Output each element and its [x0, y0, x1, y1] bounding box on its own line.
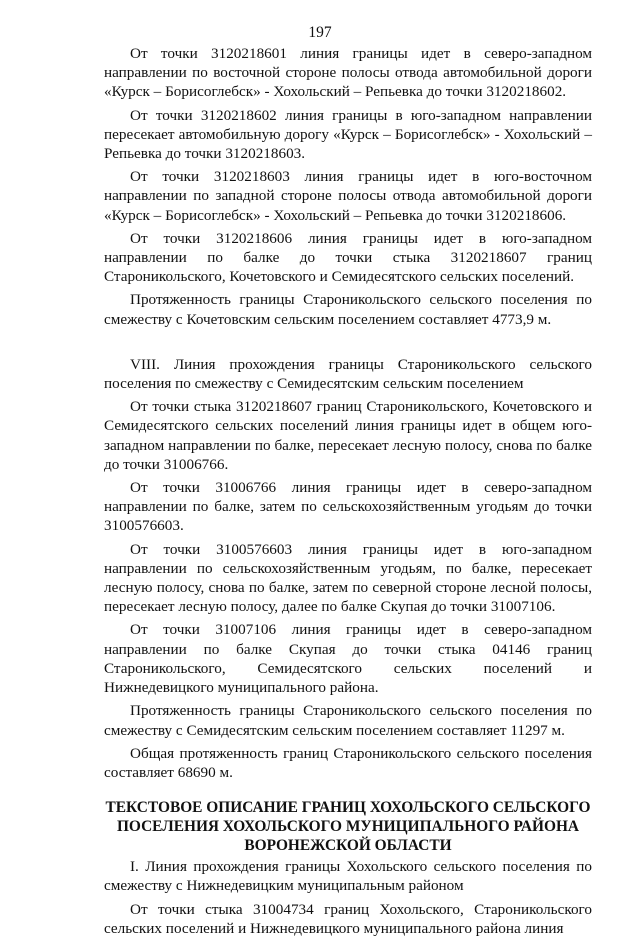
paragraph: От точки 3120218603 линия границы идет в юго-восточном направлении по западной стороне полосы отвода автомобильной дороги «Курск – Борисоглебск» - Хохольский – Репьевка до точки 3120218606. [104, 168, 592, 224]
heading-line: ВОРОНЕЖСКОЙ ОБЛАСТИ [244, 837, 452, 855]
paragraph: От точки 3120218601 линия границы идет в северо-западном направлении по восточной стороне полосы отвода автомобильной дороги «Курск – Борисоглебск» - Хохольский – Репьевка до точки 3120218602. [104, 45, 592, 101]
document-body [104, 44, 592, 938]
paragraph: От точки 31006766 линия границы идет в северо-западном направлении по балке, затем по сельскохозяйственным угодьям до точки 3100576603. [104, 479, 592, 535]
section-title-viii: VIII. Линия прохождения границы Староникольского сельского поселения по смежеству с Семидесятским сельским поселением [104, 355, 592, 393]
paragraph: От точки 31007106 линия границы идет в северо-западном направлении по балке Скупая до точки стыка 04146 границ Староникольского, Семидесятского сельских поселений и Нижнедевицкого муниципального района. [104, 621, 592, 697]
heading-line: ПОСЕЛЕНИЯ ХОХОЛЬСКОГО МУНИЦИПАЛЬНОГО РАЙОНА [116, 818, 580, 836]
paragraph: От точки 3120218602 линия границы в юго-западном направлении пересекает автомобильную дорогу «Курск – Борисоглебск» - Хохольский – Репьевка до точки 3120218603. [104, 106, 592, 163]
paragraph: От точки стыка 31004734 границ Хохольского, Староникольского сельских поселений и Нижнедевицкого муниципального района линия [104, 900, 592, 937]
paragraph-overall-length: Общая протяженность границ Староникольского сельского поселения составляет 68690 м. [104, 744, 592, 781]
paragraph: От точки 3120218606 линия границы идет в юго-западном направлении по балке до точки стыка 3120218607 границ Староникольского, Кочетовского и Семидесятского сельских поселений. [104, 229, 592, 286]
section-title-i: I. Линия прохождения границы Хохольского сельского поселения по смежеству с Нижнедевицким муниципальным районом [104, 858, 592, 895]
paragraph-total-length: Протяженность границы Староникольского сельского поселения по смежеству с Кочетовским сельским поселением составляет 4773,9 м. [104, 291, 592, 328]
paragraph: От точки 3100576603 линия границы идет в юго-западном направлении по сельскохозяйственным угодьям, по балке, пересекает лесную полосу, снова по балке, затем по северной стороне лесной полосы, пересекает лесную полосу, далее по балке Скупая до точки 31007106. [104, 540, 592, 616]
page-number: 197 [308, 24, 332, 41]
heading-line: ТЕКСТОВОЕ ОПИСАНИЕ ГРАНИЦ ХОХОЛЬСКОГО СЕЛЬСКОГО [105, 799, 591, 817]
paragraph-total-length: Протяженность границы Староникольского сельского поселения по смежеству с Семидесятским сельским поселением составляет 11297 м. [104, 702, 592, 739]
document-heading [104, 798, 592, 855]
paragraph: От точки стыка 3120218607 границ Староникольского, Кочетовского и Семидесятского сельских поселений линия границы идет в общем юго-западном направлении по балке, пересекает лесную полосу, снова по балке до точки 31006766. [104, 398, 592, 473]
